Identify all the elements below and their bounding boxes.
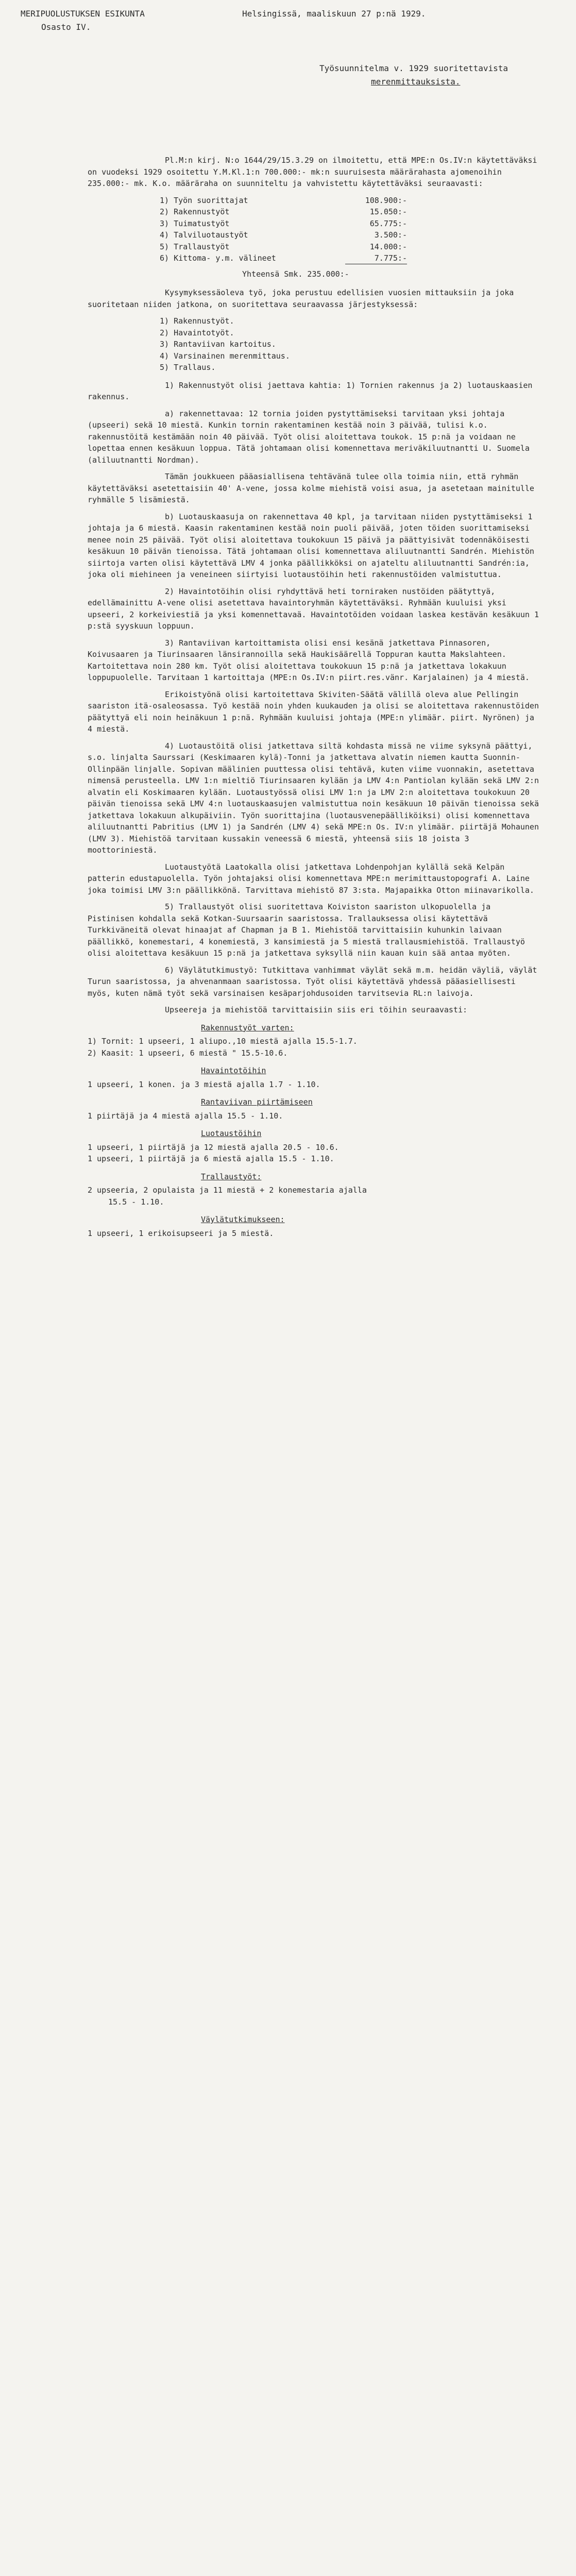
paragraph: Luotaustyötä Laatokalla olisi jatkettava Lohdenpohjan kylällä sekä Kelpän patterin edustapuolella. Työn johtajaksi olisi komennettava MPE:n merimittaustopografi A. Laine joka toimisi LMV 3:n päällikkönä. Tarvittava miehistö 87 3:sta. Majapaikka Otton miinavarikolla.: [88, 862, 534, 895]
requirement-line: 1 upseeri, 1 piirtäjä ja 6 miestä ajalla 15.5 - 1.10.: [88, 1154, 334, 1163]
list-item: 5) Trallaus.: [160, 363, 216, 372]
requirement-heading: Havaintotöihin: [201, 1066, 266, 1075]
cost-table: [160, 195, 541, 264]
paragraph: 6) Väylätutkimustyö: Tutkittava vanhimmat väylät sekä m.m. heidän väyliä, väylät Turun saaristossa, ja ahvenanmaan saaristossa. Työt olisi käytettävä yhdessä pääasiellisesti myös, kuten nämä työt sekä varsinaisen kesäparjohdusoiden tarvitsevia RL:n laivoja.: [88, 965, 537, 998]
requirement-line: 1 piirtäjä ja 4 miestä ajalla 15.5 - 1.10.: [88, 1111, 283, 1121]
requirement-line: 1 upseeri, 1 konen. ja 3 miestä ajalla 1.7 - 1.10.: [88, 1079, 320, 1089]
paragraph: 3) Rantaviivan kartoittamista olisi ensi kesänä jatkettava Pinnasoren, Koivusaaren ja Tiurinsaaren länsirannoilla sekä Haukisäärellä Toppuran kautta Makslahteen. Kartoitettava noin 280 km. Työt olisi aloitettava toukokuun 15 p:nä ja jatkettava lokakuun loppupuolelle. Tarvitaan 1 kartoittaja (MPE:n Os.IV:n piirt.res.vänr. Karjalainen) ja 4 miestä.: [88, 638, 530, 682]
requirement-line: 2) Kaasit: 1 upseeri, 6 miestä " 15.5-10.6.: [88, 1048, 288, 1058]
cost-row: 6) Kittoma- y.m. välineet 7.775:-: [160, 252, 407, 264]
header-date: Helsingissä, maaliskuun 27 p:nä 1929.: [242, 9, 426, 19]
list-item: 2) Havaintotyöt.: [160, 328, 234, 337]
paragraph: Tämän joukkueen pääasiallisena tehtävänä tulee olla toimia niin, että ryhmän käytettäväksi asetettaisiin 40' A-vene, jossa kolme miehistä voisi asua, ja asetetaan mainitulle ryhmälle 5 lisämiestä.: [88, 472, 534, 504]
header-organization: [21, 7, 145, 34]
cost-row: 5) Trallaustyöt 14.000:-: [160, 242, 407, 251]
title-line-2: merenmittauksista.: [371, 77, 461, 87]
requirement-line: 1 upseeri, 1 erikoisupseeri ja 5 miestä.: [88, 1228, 274, 1238]
list-item: 1) Rakennustyöt.: [160, 316, 234, 326]
cost-row: 2) Rakennustyöt 15.050:-: [160, 207, 407, 216]
paragraph: 1) Rakennustyöt olisi jaettava kahtia: 1) Tornien rakennus ja 2) luotauskaasien rakennus.: [88, 380, 533, 401]
title-line-1: Työsuunnitelma v. 1929 suoritettavista: [319, 63, 509, 73]
requirement-heading: Väylätutkimukseen:: [201, 1215, 285, 1224]
cost-row: 4) Talviluotaustyöt 3.500:-: [160, 230, 407, 240]
work-intro: Kysymyksessäoleva työ, joka perustuu edellisien vuosien mittauksiin ja joka suoritetaan niiden jatkona, on suoritettava seuraavassa järjestyksessä:: [88, 288, 514, 309]
paragraph: b) Luotauskaasuja on rakennettava 40 kpl, ja tarvitaan niiden pystyttämiseksi 1 johtaja ja 6 miestä. Kaasin rakentaminen kestää noin puoli päivää, joten töiden suorittamiseksi menee noin 25 päivää. Työt olisi aloitettava toukokuun 15 päivä ja päättyisivät todennäköisesti kesäkuun 10 päivän tienoissa. Tätä johtamaan olisi komennettava aliluutnantti Sandrén. Miehistön siirtoja varten olisi käytettävä LMV 4 jonka päällikköksi on ajateltu aliluutnantti Sandrén:ia, joka oli miehineen ja veneineen siirtyisi luotaustöihin heti rakennustöiden valmistuttua.: [88, 512, 534, 579]
requirement-heading: Rantaviivan piirtämiseen: [201, 1097, 313, 1107]
paragraph: Erikoistyönä olisi kartoitettava Skiviten-Säätä välillä oleva alue Pellingin saariston itä-osaleosassa. Työ kestää noin yhden kuukauden ja olisi se aloitettava rakennustöiden päätyttyä eli noin heinäkuun 1 p:nä. Ryhmään kuuluisi johtaja (MPE:n ylimäär. piirt. Nyrönen) ja 4 miestä.: [88, 689, 539, 734]
cost-row: 3) Tuimatustyöt 65.775:-: [160, 218, 407, 228]
requirements-list: [88, 1022, 541, 1240]
list-item: 3) Rantaviivan kartoitus.: [160, 340, 276, 349]
paragraph: a) rakennettavaa: 12 tornia joiden pystyttämiseksi tarvitaan yksi johtaja (upseeri) sekä 10 miestä. Kunkin tornin rakentaminen kestää noin 3 päivää, tulisi k.o. rakennustöitä kestämään noin 40 päivää. Työt olisi aloitettava toukok. 15 p:nä ja voidaan ne lopettaa ennen kesäkuun loppua. Tätä johtamaan olisi komennettava meriväkiluutnantti U. Suomela (aliluutnantti Nordman).: [88, 409, 530, 465]
paragraph: 2) Havaintotöihin olisi ryhdyttävä heti torniraken nustöiden päätyttyä, edellämainittu A-vene olisi asetettava havaintoryhmän käytettäväksi. Ryhmään kuuluisi yksi upseeri, 2 korkeiviestiä ja yksi komennettavaä. Havaintotöiden voidaan laskea kestävän kesäkuun 1 p:stä syyskuun loppuun.: [88, 586, 539, 631]
requirement-line: 1) Tornit: 1 upseeri, 1 aliupo.,10 miestä ajalla 15.5-1.7.: [88, 1037, 358, 1046]
requirement-line: 1 upseeri, 1 piirtäjä ja 12 miestä ajalla 20.5 - 10.6.: [88, 1142, 339, 1152]
org-line-2: Osasto IV.: [41, 22, 91, 32]
cost-total: Yhteensä Smk. 235.000:-: [242, 269, 349, 279]
org-line-1: MERIPUOLUSTUKSEN ESIKUNTA: [21, 9, 145, 19]
requirement-line: 2 upseeria, 2 opulaista ja 11 miestä + 2 konemestaria ajalla: [88, 1185, 367, 1195]
requirement-heading: Rakennustyöt varten:: [201, 1023, 294, 1032]
work-list: [160, 315, 541, 374]
requirement-line: 15.5 - 1.10.: [108, 1197, 164, 1207]
intro-paragraph: Pl.M:n kirj. N:o 1644/29/15.3.29 on ilmoitettu, että MPE:n Os.IV:n käytettäväksi on vuodeksi 1929 osoitettu Y.M.Kl.1:n 700.000:- mk:n suuruisesta määrärahasta ajomenoihin 235.000:- mk. K.o. määräraha on suunniteltu ja vahvistettu käytettäväksi seuraavasti:: [88, 156, 537, 188]
list-item: 4) Varsinainen merenmittaus.: [160, 351, 290, 361]
cost-row: 1) Työn suorittajat 108.900:-: [160, 195, 407, 205]
paragraph: Upseereja ja miehistöä tarvittaisiin siis eri töihin seuraavasti:: [165, 1005, 467, 1014]
paragraph: 5) Trallaustyöt olisi suoritettava Koiviston saariston ulkopuolella ja Pistinisen kohdalla sekä Kotkan-Suursaarin saaristossa. Trallauksessa olisi käytettävä Turkkiväneitä olevat hinaajat af Chapman ja B 1. Miehistöä tarvittaisiin kuhunkin laivaan päällikkö, konemestari, 4 konemiestä, 3 kansimiestä ja 5 miestä trallausmiehistöä. Trallaustyö olisi aloitettava kesäkuun 15 p:nä ja jatkettava syksyllä niin kauan kuin sää antaa myöten.: [88, 902, 525, 958]
document-title: [319, 62, 508, 89]
document-body: [88, 155, 541, 1241]
paragraph: 4) Luotaustöitä olisi jatkettava siltä kohdasta missä ne viime syksynä päättyi, s.o. linjalta Saurssari (Keskimaaren kylä)-Tonni ja jatkettava alvatin niemen kautta Suonnin-Ollinpään linjalle. Sopivan määlinien puuttessa olisi tehtävä, kuten viime vuonnakin, asetettava nimensä perusteella. LMV 1:n mieltiö Tiurinsaaren kylään ja LMV 4:n Pantiolan kylään sekä LMV 2:n alvatin eli Koskimaaren kylään. Luotaustyössä olisi LMV 1:n ja LMV 2:n aloitettava toukokuun 20 päivän tienoissa sekä LMV 4:n luotauskaasujen valmistuttua noin kesäkuun 10 päivän tienoissa sekä jatkettava lokakuun alkupäiviin. Työn suorittajina (luotausvenepäälliköiksi) olisi komennettava aliluutnantti Pabritius (LMV 1) ja Sandrén (LMV 4) sekä MPE:n Os. IV:n ylimäär. piirtäjä Mohaunen (LMV 3). Miehistöä tarvitaan kussakin veneessä 6 miestä, yhteensä siis 18 joista 3 moottoriniestä.: [88, 741, 539, 855]
requirement-heading: Trallaustyöt:: [201, 1172, 262, 1181]
requirement-heading: Luotaustöihin: [201, 1129, 262, 1138]
